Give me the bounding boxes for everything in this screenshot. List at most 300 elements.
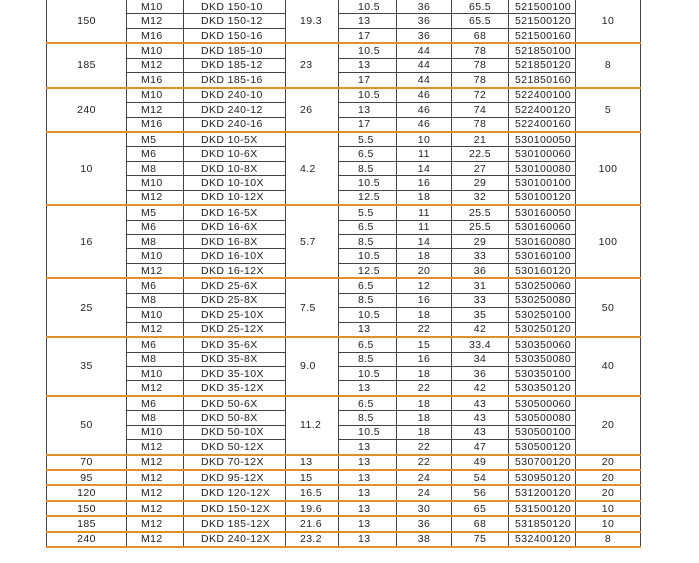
order-number-cell: 530700120 xyxy=(509,455,576,470)
dimension-l-cell: 29 xyxy=(452,235,509,249)
thread-cell: M6 xyxy=(127,396,184,411)
cross-section-cell: 150 xyxy=(47,0,127,43)
thread-cell: M8 xyxy=(127,235,184,249)
type-cell: DKD 25-6X xyxy=(184,278,286,293)
thread-cell: M12 xyxy=(127,455,184,470)
dimension-l-cell: 78 xyxy=(452,43,509,58)
thread-cell: M8 xyxy=(127,352,184,366)
order-number-cell: 530500080 xyxy=(509,411,576,425)
dimension-l-cell: 42 xyxy=(452,381,509,396)
table-row xyxy=(47,425,641,439)
order-number-cell: 530250080 xyxy=(509,293,576,307)
order-number-cell: 521850100 xyxy=(509,43,576,58)
table-row xyxy=(47,249,641,263)
table-row xyxy=(47,411,641,425)
order-number-cell: 530350060 xyxy=(509,337,576,352)
dimension-d-cell: 8.5 xyxy=(339,161,397,175)
type-cell: DKD 240-12X xyxy=(184,532,286,547)
type-cell: DKD 50-10X xyxy=(184,425,286,439)
dimension-d-cell: 13 xyxy=(339,532,397,547)
order-number-cell: 530100080 xyxy=(509,161,576,175)
dimension-d-cell: 8.5 xyxy=(339,293,397,307)
table-row xyxy=(47,88,641,103)
thread-cell: M5 xyxy=(127,132,184,147)
type-cell: DKD 150-16 xyxy=(184,28,286,43)
dimension-d-cell: 13 xyxy=(339,381,397,396)
cross-value-cell: 4.2 xyxy=(286,132,339,205)
thread-cell: M12 xyxy=(127,501,184,516)
table-row xyxy=(47,58,641,72)
dimension-b-cell: 44 xyxy=(397,73,452,88)
thread-cell: M6 xyxy=(127,278,184,293)
dimension-l-cell: 74 xyxy=(452,103,509,117)
dimension-d-cell: 12.5 xyxy=(339,190,397,205)
cross-section-cell: 240 xyxy=(47,532,127,547)
dimension-d-cell: 13 xyxy=(339,14,397,28)
cross-value-cell: 23.2 xyxy=(286,532,339,547)
type-cell: DKD 95-12X xyxy=(184,470,286,485)
table-row xyxy=(47,117,641,132)
pack-quantity-cell: 100 xyxy=(576,205,641,278)
dimension-d-cell: 10.5 xyxy=(339,366,397,380)
thread-cell: M12 xyxy=(127,322,184,337)
order-number-cell: 531850120 xyxy=(509,516,576,531)
order-number-cell: 531200120 xyxy=(509,485,576,500)
thread-cell: M16 xyxy=(127,28,184,43)
cross-value-cell: 19.6 xyxy=(286,501,339,516)
type-cell: DKD 10-8X xyxy=(184,161,286,175)
dimension-d-cell: 13 xyxy=(339,58,397,72)
cross-value-cell: 11.2 xyxy=(286,396,339,455)
type-cell: DKD 185-10 xyxy=(184,43,286,58)
thread-cell: M10 xyxy=(127,308,184,322)
dimension-d-cell: 13 xyxy=(339,485,397,500)
dimension-l-cell: 25.5 xyxy=(452,205,509,220)
order-number-cell: 522400120 xyxy=(509,103,576,117)
dimension-l-cell: 65 xyxy=(452,501,509,516)
cross-value-cell: 19.3 xyxy=(286,0,339,43)
type-cell: DKD 16-8X xyxy=(184,235,286,249)
cross-value-cell: 21.6 xyxy=(286,516,339,531)
order-number-cell: 530500100 xyxy=(509,425,576,439)
order-number-cell: 530100060 xyxy=(509,147,576,161)
order-number-cell: 530350080 xyxy=(509,352,576,366)
dimension-d-cell: 8.5 xyxy=(339,235,397,249)
cross-section-cell: 25 xyxy=(47,278,127,337)
type-cell: DKD 25-10X xyxy=(184,308,286,322)
cross-section-cell: 95 xyxy=(47,470,127,485)
dimension-b-cell: 18 xyxy=(397,308,452,322)
thread-cell: M12 xyxy=(127,103,184,117)
thread-cell: M6 xyxy=(127,147,184,161)
type-cell: DKD 10-10X xyxy=(184,176,286,190)
dimension-b-cell: 18 xyxy=(397,366,452,380)
thread-cell: M12 xyxy=(127,485,184,500)
thread-cell: M12 xyxy=(127,381,184,396)
dimension-l-cell: 47 xyxy=(452,440,509,455)
dimension-l-cell: 27 xyxy=(452,161,509,175)
cross-section-cell: 120 xyxy=(47,485,127,500)
dimension-d-cell: 10.5 xyxy=(339,249,397,263)
cross-section-cell: 16 xyxy=(47,205,127,278)
table-row xyxy=(47,532,641,547)
order-number-cell: 530100120 xyxy=(509,190,576,205)
cross-section-cell: 10 xyxy=(47,132,127,205)
dimension-d-cell: 6.5 xyxy=(339,278,397,293)
dimension-l-cell: 68 xyxy=(452,28,509,43)
dimension-l-cell: 49 xyxy=(452,455,509,470)
dimension-l-cell: 54 xyxy=(452,470,509,485)
thread-cell: M10 xyxy=(127,366,184,380)
cross-value-cell: 5.7 xyxy=(286,205,339,278)
dimension-d-cell: 13 xyxy=(339,440,397,455)
order-number-cell: 530100100 xyxy=(509,176,576,190)
dimension-d-cell: 6.5 xyxy=(339,337,397,352)
table-row xyxy=(47,73,641,88)
dimension-l-cell: 56 xyxy=(452,485,509,500)
dimension-l-cell: 34 xyxy=(452,352,509,366)
pack-quantity-cell: 50 xyxy=(576,278,641,337)
dimension-b-cell: 44 xyxy=(397,43,452,58)
thread-cell: M6 xyxy=(127,337,184,352)
dimension-b-cell: 14 xyxy=(397,161,452,175)
dimension-b-cell: 14 xyxy=(397,235,452,249)
dimension-l-cell: 33 xyxy=(452,293,509,307)
type-cell: DKD 10-6X xyxy=(184,147,286,161)
dimension-d-cell: 13 xyxy=(339,516,397,531)
dimension-b-cell: 36 xyxy=(397,516,452,531)
table-row xyxy=(47,352,641,366)
cross-value-cell: 13 xyxy=(286,455,339,470)
thread-cell: M10 xyxy=(127,88,184,103)
thread-cell: M10 xyxy=(127,249,184,263)
pack-quantity-cell: 40 xyxy=(576,337,641,396)
dimension-l-cell: 22.5 xyxy=(452,147,509,161)
cross-section-cell: 50 xyxy=(47,396,127,455)
order-number-cell: 530250100 xyxy=(509,308,576,322)
dimension-d-cell: 8.5 xyxy=(339,411,397,425)
dimension-d-cell: 13 xyxy=(339,470,397,485)
type-cell: DKD 10-5X xyxy=(184,132,286,147)
dimension-l-cell: 65.5 xyxy=(452,0,509,14)
dimension-l-cell: 33 xyxy=(452,249,509,263)
table-row xyxy=(47,381,641,396)
type-cell: DKD 25-8X xyxy=(184,293,286,307)
dimension-l-cell: 75 xyxy=(452,532,509,547)
cross-section-cell: 70 xyxy=(47,455,127,470)
dimension-b-cell: 11 xyxy=(397,205,452,220)
thread-cell: M10 xyxy=(127,176,184,190)
order-number-cell: 530500060 xyxy=(509,396,576,411)
dimension-b-cell: 46 xyxy=(397,103,452,117)
dimension-b-cell: 16 xyxy=(397,293,452,307)
dimension-l-cell: 32 xyxy=(452,190,509,205)
pack-quantity-cell: 20 xyxy=(576,396,641,455)
table-row xyxy=(47,147,641,161)
order-number-cell: 521850120 xyxy=(509,58,576,72)
dimension-d-cell: 6.5 xyxy=(339,220,397,234)
dimension-d-cell: 5.5 xyxy=(339,205,397,220)
type-cell: DKD 35-12X xyxy=(184,381,286,396)
dimension-l-cell: 78 xyxy=(452,58,509,72)
table-row xyxy=(47,440,641,455)
thread-cell: M12 xyxy=(127,263,184,278)
dimension-b-cell: 10 xyxy=(397,132,452,147)
pack-quantity-cell: 20 xyxy=(576,485,641,500)
dimension-b-cell: 38 xyxy=(397,532,452,547)
dimension-d-cell: 10.5 xyxy=(339,43,397,58)
thread-cell: M12 xyxy=(127,470,184,485)
dimension-l-cell: 78 xyxy=(452,73,509,88)
dimension-b-cell: 44 xyxy=(397,58,452,72)
thread-cell: M8 xyxy=(127,161,184,175)
type-cell: DKD 240-10 xyxy=(184,88,286,103)
dimension-d-cell: 10.5 xyxy=(339,176,397,190)
dimension-d-cell: 10.5 xyxy=(339,425,397,439)
dimension-l-cell: 78 xyxy=(452,117,509,132)
dimension-b-cell: 22 xyxy=(397,381,452,396)
dimension-b-cell: 16 xyxy=(397,352,452,366)
table-row xyxy=(47,28,641,43)
dimension-d-cell: 17 xyxy=(339,73,397,88)
pack-quantity-cell: 10 xyxy=(576,0,641,43)
order-number-cell: 532400120 xyxy=(509,532,576,547)
cross-value-cell: 23 xyxy=(286,43,339,87)
dimension-b-cell: 18 xyxy=(397,425,452,439)
table-row xyxy=(47,366,641,380)
dimension-b-cell: 46 xyxy=(397,117,452,132)
table-row xyxy=(47,322,641,337)
table-row xyxy=(47,470,641,485)
order-number-cell: 531500120 xyxy=(509,501,576,516)
pack-quantity-cell: 5 xyxy=(576,88,641,132)
dimension-d-cell: 13 xyxy=(339,103,397,117)
type-cell: DKD 120-12X xyxy=(184,485,286,500)
order-number-cell: 530950120 xyxy=(509,470,576,485)
dimension-b-cell: 11 xyxy=(397,147,452,161)
dimension-b-cell: 12 xyxy=(397,278,452,293)
dimension-b-cell: 18 xyxy=(397,249,452,263)
thread-cell: M12 xyxy=(127,14,184,28)
type-cell: DKD 16-6X xyxy=(184,220,286,234)
thread-cell: M12 xyxy=(127,532,184,547)
table-row xyxy=(47,501,641,516)
pack-quantity-cell: 20 xyxy=(576,470,641,485)
dimension-d-cell: 6.5 xyxy=(339,396,397,411)
dimension-l-cell: 72 xyxy=(452,88,509,103)
thread-cell: M8 xyxy=(127,293,184,307)
dimension-l-cell: 36 xyxy=(452,263,509,278)
type-cell: DKD 35-8X xyxy=(184,352,286,366)
dimension-b-cell: 30 xyxy=(397,501,452,516)
type-cell: DKD 35-10X xyxy=(184,366,286,380)
order-number-cell: 530250060 xyxy=(509,278,576,293)
type-cell: DKD 25-12X xyxy=(184,322,286,337)
cross-section-cell: 150 xyxy=(47,501,127,516)
dimension-l-cell: 68 xyxy=(452,516,509,531)
type-cell: DKD 185-16 xyxy=(184,73,286,88)
dimension-b-cell: 18 xyxy=(397,411,452,425)
type-cell: DKD 16-12X xyxy=(184,263,286,278)
cross-section-cell: 185 xyxy=(47,43,127,87)
dimension-b-cell: 18 xyxy=(397,396,452,411)
thread-cell: M12 xyxy=(127,516,184,531)
dimension-b-cell: 15 xyxy=(397,337,452,352)
table-row xyxy=(47,235,641,249)
table-row xyxy=(47,43,641,58)
table-row xyxy=(47,176,641,190)
dimension-d-cell: 12.5 xyxy=(339,263,397,278)
table-row xyxy=(47,14,641,28)
order-number-cell: 530160080 xyxy=(509,235,576,249)
type-cell: DKD 150-10 xyxy=(184,0,286,14)
cross-value-cell: 16.5 xyxy=(286,485,339,500)
dimension-d-cell: 8.5 xyxy=(339,352,397,366)
table-row xyxy=(47,278,641,293)
pack-quantity-cell: 20 xyxy=(576,455,641,470)
type-cell: DKD 185-12 xyxy=(184,58,286,72)
dimension-l-cell: 42 xyxy=(452,322,509,337)
order-number-cell: 521500160 xyxy=(509,28,576,43)
pack-quantity-cell: 8 xyxy=(576,43,641,87)
dimension-b-cell: 36 xyxy=(397,14,452,28)
dimension-b-cell: 11 xyxy=(397,220,452,234)
dimension-b-cell: 22 xyxy=(397,455,452,470)
order-number-cell: 521850160 xyxy=(509,73,576,88)
dimension-l-cell: 33.4 xyxy=(452,337,509,352)
thread-cell: M12 xyxy=(127,190,184,205)
dimension-b-cell: 16 xyxy=(397,176,452,190)
table-row xyxy=(47,516,641,531)
type-cell: DKD 16-5X xyxy=(184,205,286,220)
dimension-d-cell: 13 xyxy=(339,322,397,337)
thread-cell: M10 xyxy=(127,0,184,14)
dimension-l-cell: 25.5 xyxy=(452,220,509,234)
thread-cell: M5 xyxy=(127,205,184,220)
type-cell: DKD 50-8X xyxy=(184,411,286,425)
order-number-cell: 530500120 xyxy=(509,440,576,455)
type-cell: DKD 240-16 xyxy=(184,117,286,132)
type-cell: DKD 240-12 xyxy=(184,103,286,117)
pack-quantity-cell: 10 xyxy=(576,501,641,516)
table-row xyxy=(47,485,641,500)
dimension-b-cell: 20 xyxy=(397,263,452,278)
cross-value-cell: 7.5 xyxy=(286,278,339,337)
order-number-cell: 530160050 xyxy=(509,205,576,220)
pack-quantity-cell: 8 xyxy=(576,532,641,547)
order-number-cell: 530160100 xyxy=(509,249,576,263)
order-number-cell: 522400100 xyxy=(509,88,576,103)
cross-section-cell: 185 xyxy=(47,516,127,531)
table-row xyxy=(47,263,641,278)
thread-cell: M10 xyxy=(127,43,184,58)
thread-cell: M16 xyxy=(127,73,184,88)
dimension-d-cell: 10.5 xyxy=(339,88,397,103)
table-row xyxy=(47,103,641,117)
type-cell: DKD 150-12X xyxy=(184,501,286,516)
dimension-l-cell: 21 xyxy=(452,132,509,147)
order-number-cell: 521500120 xyxy=(509,14,576,28)
type-cell: DKD 70-12X xyxy=(184,455,286,470)
dimension-d-cell: 17 xyxy=(339,117,397,132)
type-cell: DKD 50-12X xyxy=(184,440,286,455)
pack-quantity-cell: 100 xyxy=(576,132,641,205)
table-row xyxy=(47,308,641,322)
type-cell: DKD 185-12X xyxy=(184,516,286,531)
table-row xyxy=(47,0,641,14)
order-number-cell: 530250120 xyxy=(509,322,576,337)
dimension-b-cell: 18 xyxy=(397,190,452,205)
dimension-b-cell: 36 xyxy=(397,0,452,14)
dimension-l-cell: 43 xyxy=(452,396,509,411)
order-number-cell: 530350100 xyxy=(509,366,576,380)
dimension-b-cell: 24 xyxy=(397,470,452,485)
cross-value-cell: 15 xyxy=(286,470,339,485)
table-row xyxy=(47,220,641,234)
thread-cell: M12 xyxy=(127,58,184,72)
type-cell: DKD 16-10X xyxy=(184,249,286,263)
type-cell: DKD 10-12X xyxy=(184,190,286,205)
thread-cell: M8 xyxy=(127,411,184,425)
thread-cell: M12 xyxy=(127,440,184,455)
table-row xyxy=(47,337,641,352)
type-cell: DKD 150-12 xyxy=(184,14,286,28)
dimension-d-cell: 6.5 xyxy=(339,147,397,161)
thread-cell: M10 xyxy=(127,425,184,439)
order-number-cell: 530350120 xyxy=(509,381,576,396)
table-row xyxy=(47,396,641,411)
table-row xyxy=(47,455,641,470)
dimension-l-cell: 35 xyxy=(452,308,509,322)
cross-value-cell: 26 xyxy=(286,88,339,132)
order-number-cell: 530160120 xyxy=(509,263,576,278)
dimension-l-cell: 36 xyxy=(452,366,509,380)
dimension-l-cell: 43 xyxy=(452,411,509,425)
order-number-cell: 530100050 xyxy=(509,132,576,147)
table-row xyxy=(47,293,641,307)
cross-section-cell: 35 xyxy=(47,337,127,396)
dimension-b-cell: 22 xyxy=(397,440,452,455)
dimension-b-cell: 36 xyxy=(397,28,452,43)
dimension-b-cell: 46 xyxy=(397,88,452,103)
type-cell: DKD 35-6X xyxy=(184,337,286,352)
dimension-d-cell: 17 xyxy=(339,28,397,43)
table-row xyxy=(47,132,641,147)
table-row xyxy=(47,190,641,205)
order-number-cell: 521500100 xyxy=(509,0,576,14)
dimension-d-cell: 10.5 xyxy=(339,308,397,322)
dimension-b-cell: 22 xyxy=(397,322,452,337)
thread-cell: M16 xyxy=(127,117,184,132)
dimension-l-cell: 65.5 xyxy=(452,14,509,28)
product-table xyxy=(46,0,641,548)
type-cell: DKD 50-6X xyxy=(184,396,286,411)
thread-cell: M6 xyxy=(127,220,184,234)
dimension-d-cell: 13 xyxy=(339,501,397,516)
cross-section-cell: 240 xyxy=(47,88,127,132)
cross-value-cell: 9.0 xyxy=(286,337,339,396)
dimension-l-cell: 31 xyxy=(452,278,509,293)
order-number-cell: 530160060 xyxy=(509,220,576,234)
table-row xyxy=(47,161,641,175)
dimension-d-cell: 5.5 xyxy=(339,132,397,147)
pack-quantity-cell: 10 xyxy=(576,516,641,531)
dimension-l-cell: 29 xyxy=(452,176,509,190)
table-row xyxy=(47,205,641,220)
order-number-cell: 522400160 xyxy=(509,117,576,132)
dimension-d-cell: 10.5 xyxy=(339,0,397,14)
dimension-l-cell: 43 xyxy=(452,425,509,439)
